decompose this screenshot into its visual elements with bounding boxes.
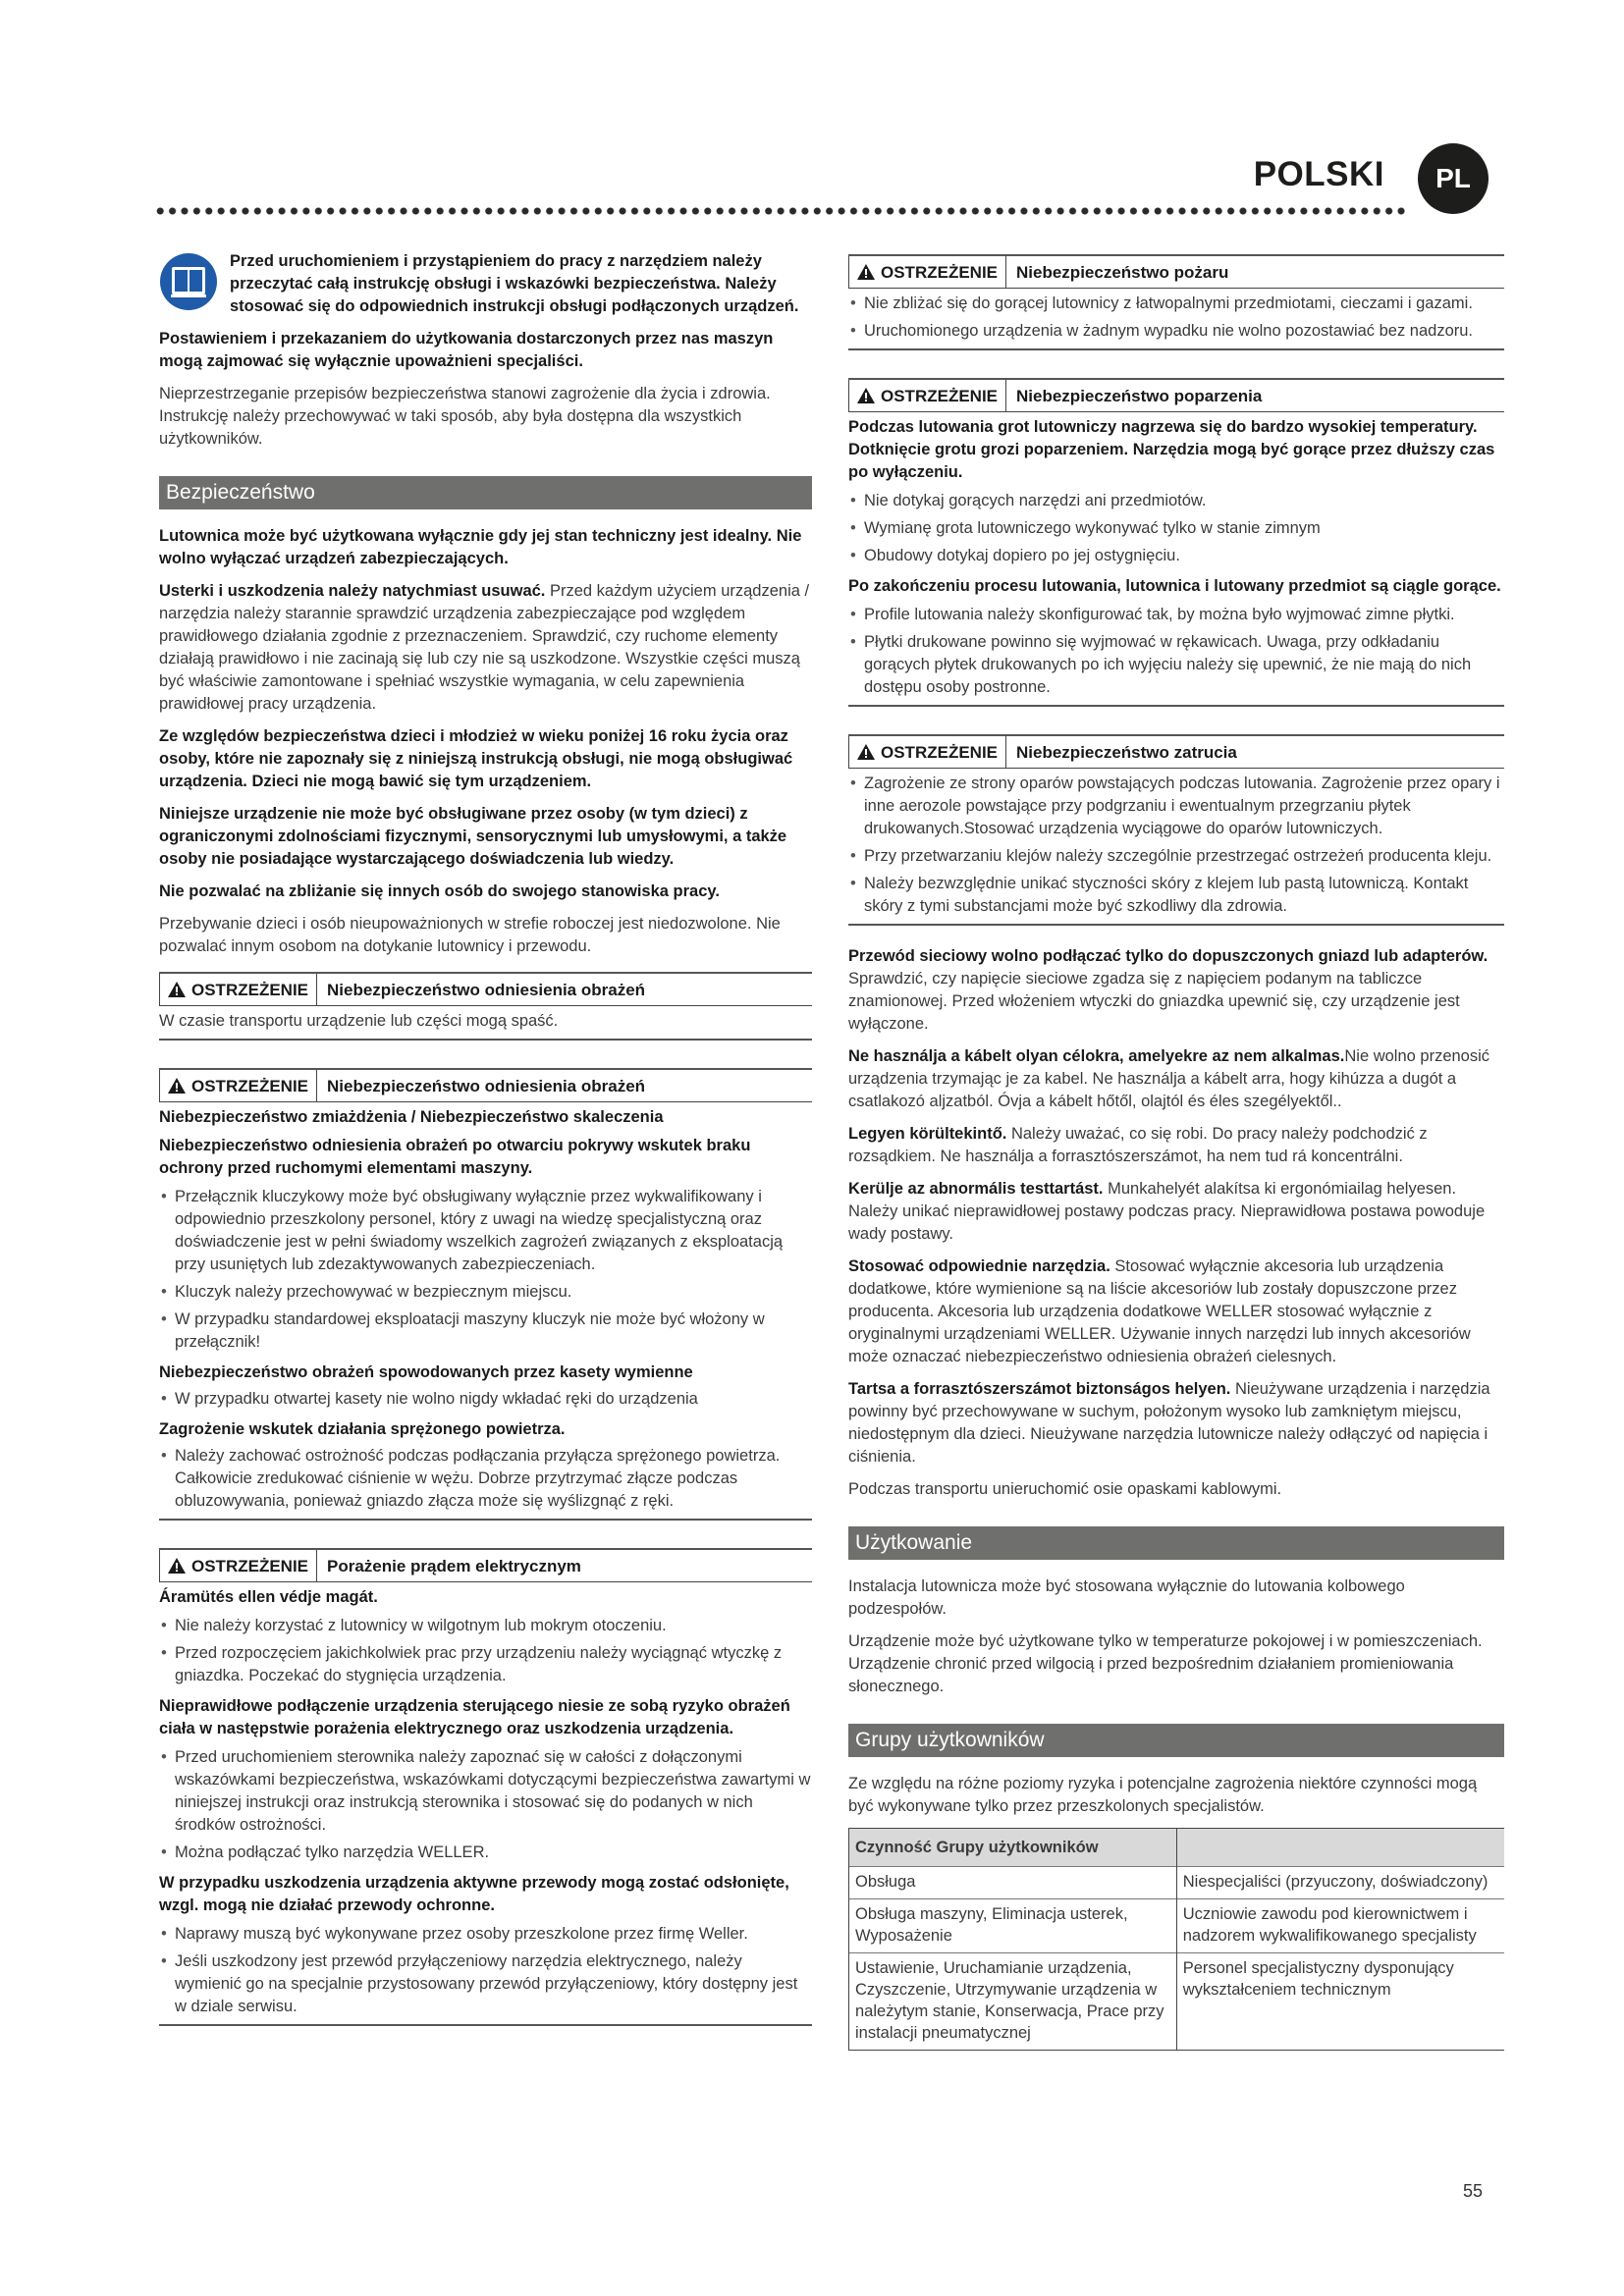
table-header-row bbox=[849, 1829, 1505, 1867]
list-item: • Przed uruchomieniem sterownika należy zapoznać się w całości z dołączonymi wskazówkami bezpieczeństwa, wskazówkami dotyczącymi bezpieczeństwa zawartymi w niniejszej instrukcji oraz instrukcją sterownika i stosować się do podanych w nich środków ostrożności. bbox=[159, 1746, 812, 1837]
warning-title: Niebezpieczeństwo poparzenia bbox=[1016, 386, 1263, 405]
warning-subheading: Zagrożenie wskutek działania sprężonego powietrza. bbox=[159, 1420, 566, 1438]
warning-triangle-icon bbox=[168, 1078, 186, 1094]
warning-label bbox=[848, 380, 1006, 411]
table-row bbox=[849, 1953, 1505, 2051]
note-bold: Przewód sieciowy wolno podłączać tylko do dopuszczonych gniazd lub adapterów. bbox=[848, 947, 1489, 965]
note-rest: Nieużywane urządzenia i narzędzia powinny być przechowywane w suchym, położonym wysoko lub zamkniętym miejscu, niedostępnym dla dzieci. Nieużywane narzędzia lutownicze należy odłączyć od napięcia i ciśnienia. bbox=[848, 1380, 1490, 1466]
table-header-cell: Czynność Grupy użytkowników bbox=[849, 1829, 1177, 1867]
warning-box-burn bbox=[848, 378, 1504, 707]
list-item: • Nie dotykaj gorących narzędzi ani przedmiotów. bbox=[848, 490, 1504, 512]
table-row bbox=[849, 1867, 1505, 1899]
list-item: • Przed rozpoczęciem jakichkolwiek prac przy urządzeniu należy wyciągnąć wtyczkę z gniazdka. Poczekać do stygnięcia urządzenia. bbox=[159, 1642, 812, 1687]
warning-subheading: Nieprawidłowe podłączenie urządzenia sterującego niesie ze sobą ryzyko obrażeń ciała w następstwie porażenia elektrycznego oraz uszkodzenia urządzenia. bbox=[159, 1697, 790, 1737]
warning-subheading: Niebezpieczeństwo obrażeń spowodowanych przez kasety wymienne bbox=[159, 1363, 693, 1381]
warning-text: W czasie transportu urządzenie lub części mogą spaść. bbox=[159, 1012, 559, 1030]
warning-end-rule bbox=[159, 2024, 812, 2026]
note-storage bbox=[848, 1378, 1504, 1468]
list-item: • Wymianę grota lutowniczego wykonywać tylko w stanie zimnym bbox=[848, 517, 1504, 540]
note-bold: Kerülje az abnormális testtartást. bbox=[848, 1180, 1104, 1198]
warning-label-text: OSTRZEŻENIE bbox=[881, 386, 999, 405]
table-cell-group: Personel specjalistyczny dysponujący wykształceniem technicznym bbox=[1176, 1953, 1504, 2051]
warning-box-fire bbox=[848, 254, 1504, 350]
list-item: • Należy bezwzględnie unikać styczności skóry z klejem lub pastą lutowniczą. Kontakt skóry z tymi substancjami może być szkodliwy dla zdrowia. bbox=[848, 873, 1504, 918]
safety-defects-bold: Usterki i uszkodzenia należy natychmiast usuwać. bbox=[159, 582, 546, 600]
warning-label-text: OSTRZEŻENIE bbox=[881, 742, 999, 762]
warning-subheading: W przypadku uszkodzenia urządzenia aktywne przewody mogą zostać odsłonięte, wzgl. mogą nie działać przewody ochronne. bbox=[159, 1874, 789, 1914]
user-groups-table bbox=[848, 1828, 1504, 2051]
warning-title: Niebezpieczeństwo odniesienia obrażeń bbox=[327, 980, 646, 999]
list-item: • Profile lutowania należy skonfigurować tak, by można było wyjmować zimne płytki. bbox=[848, 604, 1504, 626]
warning-label bbox=[159, 1550, 317, 1581]
section-heading-user-groups: Grupy użytkowników bbox=[848, 1724, 1504, 1757]
list-item: • Nie należy korzystać z lutownicy w wilgotnym lub mokrym otoczeniu. bbox=[159, 1615, 812, 1637]
list-item: • Uruchomionego urządzenia w żadnym wypadku nie wolno pozostawiać bez nadzoru. bbox=[848, 320, 1504, 343]
table-cell-activity: Obsługa bbox=[849, 1867, 1177, 1899]
note-power-cord bbox=[848, 945, 1504, 1036]
note-rest: Należy uważać, co się robi. Do pracy należy podchodzić z rozsądkiem. Ne használja a forrasztószerszámot, ha nem tud rá koncentrálni. bbox=[848, 1125, 1428, 1165]
list-item: • Przełącznik kluczykowy może być obsługiwany wyłącznie przez wykwalifikowany i odpowiednio przeszkolony personel, który z uwagi na wiedzę specjalistyczną oraz doświadczenie jest w pełni świadomy wszelkich zagrożeń związanych z eksploatacją przy usuniętych lub zdezaktywowanych zabezpieczeniach. bbox=[159, 1186, 812, 1276]
note-bold: Legyen körültekintő. bbox=[848, 1125, 1007, 1143]
warning-bar bbox=[848, 736, 1504, 769]
warning-label bbox=[159, 974, 317, 1005]
table-cell-activity: Ustawienie, Uruchamianie urządzenia, Czyszczenie, Utrzymywanie urządzenia w należytym stanie, Konserwacja, Prace przy instalacji pneumatycznej bbox=[849, 1953, 1177, 2051]
table-row bbox=[849, 1899, 1505, 1953]
safety-limited-persons: Niniejsze urządzenie nie może być obsługiwane przez osoby (w tym dzieci) z ograniczonymi zdolnościami fizycznymi, sensorycznymi lub umysłowymi, a także osoby nie posiadające wystarczającego doświadczenia lub wiedzy. bbox=[159, 805, 787, 868]
safety-workstation: Nie pozwalać na zbliżanie się innych osób do swojego stanowiska pracy. bbox=[159, 882, 720, 900]
safety-children: Ze względów bezpieczeństwa dzieci i młodzież w wieku poniżej 16 roku życia oraz osoby, które nie zapoznały się z niniejszą instrukcją obsługi, nie mogą obsługiwać urządzenia. Dzieci nie mogą bawić się tym urządzeniem. bbox=[159, 727, 793, 790]
warning-end-rule bbox=[848, 705, 1504, 707]
list-item: • Obudowy dotykaj dopiero po jej ostygnięciu. bbox=[848, 545, 1504, 567]
warning-box-transport bbox=[159, 972, 812, 1041]
warning-list bbox=[848, 490, 1504, 567]
note-rest: Sprawdzić, czy napięcie sieciowe zgadza się z napięciem podanym na tabliczce znamionowej. Przed włożeniem wtyczki do gniazdka upewnić się, czy urządzenie jest wyłączone. bbox=[848, 970, 1460, 1033]
warning-label-text: OSTRZEŻENIE bbox=[191, 1556, 309, 1575]
warning-subheading: Niebezpieczeństwo odniesienia obrażeń po otwarciu pokrywy wskutek braku ochrony przed ruchomymi elementami maszyny. bbox=[159, 1137, 751, 1177]
warning-label-text: OSTRZEŻENIE bbox=[191, 980, 309, 999]
usage-text: Instalacja lutownicza może być stosowana wyłącznie do lutowania kolbowego podzespołów. bbox=[848, 1577, 1405, 1618]
warning-list bbox=[159, 1746, 812, 1864]
intro-instructions: Przed uruchomieniem i przystąpieniem do pracy z narzędziem należy przeczytać całą instrukcję obsługi i wskazówki bezpieczeństwa. Należy stosować się do odpowiednich instrukcji obsługi podłączonych urządzeń. bbox=[230, 252, 799, 315]
note-rest: Munkahelyét alakítsa ki ergonómiailag helyesen. Należy unikać nieprawidłowej postawy podczas pracy. Nieprawidłowa postawa powoduje wady postawy. bbox=[848, 1180, 1486, 1243]
warning-label-text: OSTRZEŻENIE bbox=[191, 1076, 309, 1095]
right-column bbox=[848, 250, 1504, 2051]
left-column bbox=[159, 250, 812, 2026]
list-item: • Należy zachować ostrożność podczas podłączania przyłącza sprężonego powietrza. Całkowicie zredukować ciśnienie w wężu. Dobrze przytrzymać złącze podczas obluzowywania, ponieważ gniazdo złącza może się wyślizgnąć z ręki. bbox=[159, 1445, 812, 1513]
warning-list bbox=[159, 1445, 812, 1513]
intro-specialists: Postawieniem i przekazaniem do użytkowania dostarczonych przez nas maszyn mogą zajmować się wyłącznie upoważnieni specjaliści. bbox=[159, 330, 774, 370]
usage-text: Urządzenie może być użytkowane tylko w temperaturze pokojowej i w pomieszczeniach. Urządzenie chronić przed wilgocią i przed bezpośrednim działaniem promieniowania słonecznego. bbox=[848, 1632, 1483, 1695]
language-badge: PL bbox=[1418, 143, 1489, 214]
warning-box-injury bbox=[159, 1068, 812, 1521]
warning-label bbox=[159, 1070, 317, 1101]
list-item: • Płytki drukowane powinno się wyjmować w rękawicach. Uwaga, przy odkładaniu gorących płytek drukowanych po ich wyjęciu należy się upewnić, że nie mają do nich dostępu osoby postronne. bbox=[848, 631, 1504, 699]
list-item: • W przypadku standardowej eksploatacji maszyny kluczyk nie może być włożony w przełącznik! bbox=[159, 1308, 812, 1354]
note-posture bbox=[848, 1178, 1504, 1246]
warning-end-rule bbox=[159, 1039, 812, 1041]
list-item: • W przypadku otwartej kasety nie wolno nigdy wkładać ręki do urządzenia bbox=[159, 1388, 812, 1411]
safety-defects-rest: Przed każdym użyciem urządzenia / narzędzia należy starannie sprawdzić urządzenia zabezpieczające pod względem prawidłowego działania zgodnie z przeznaczeniem. Sprawdzić, czy ruchome elementy działają prawidłowo i nie zacinają się lub czy nie są uszkodzone. Wszystkie części muszą być właściwie zamontowane i spełniać wszystkie wymagania, w celu zapewnienia prawidłowej pracy urządzenia. bbox=[159, 582, 810, 713]
warning-subheading: Áramütés ellen védje magát. bbox=[159, 1588, 378, 1606]
note-bold: Stosować odpowiednie narzędzia. bbox=[848, 1257, 1110, 1275]
list-item: • Przy przetwarzaniu klejów należy szczególnie przestrzegać ostrzeżeń producenta kleju. bbox=[848, 845, 1504, 868]
safety-notes bbox=[848, 945, 1504, 1501]
note-rest: Nie wolno przenosić urządzenia trzymając je za kabel. Ne használja a kábelt arra, hogy kihúzza a dugót a csatlakozó aljzatból. Óvja a kábelt hőtől, olajtól és éles szegélyektől.. bbox=[848, 1047, 1490, 1110]
note-cable-use bbox=[848, 1045, 1504, 1113]
note-rest: Stosować wyłącznie akcesoria lub urządzenia dodatkowe, które wymienione są na liście akcesoriów lub zostały dopuszczone przez producenta. Akcesoria lub urządzenia dodatkowe WELLER stosować wyłącznie z oryginalnymi urządzeniami WELLER. Używanie innych narzędzi lub innych akcesoriów może oznaczać niebezpieczeństwo odniesienia obrażeń cielesnych. bbox=[848, 1257, 1471, 1365]
warning-title: Niebezpieczeństwo odniesienia obrażeń bbox=[327, 1076, 646, 1095]
warning-triangle-icon bbox=[857, 264, 875, 280]
warning-bar bbox=[159, 1550, 812, 1582]
warning-triangle-icon bbox=[857, 744, 875, 760]
warning-list bbox=[159, 1388, 812, 1411]
warning-list bbox=[848, 293, 1504, 343]
note-tools bbox=[848, 1255, 1504, 1368]
safety-defects bbox=[159, 580, 812, 716]
warning-triangle-icon bbox=[168, 982, 186, 997]
warning-subheading: Po zakończeniu procesu lutowania, lutownica i lutowany przedmiot są ciągle gorące. bbox=[848, 577, 1501, 595]
warning-list bbox=[159, 1186, 812, 1354]
warning-title: Niebezpieczeństwo zatrucia bbox=[1016, 742, 1237, 762]
warning-box-electric bbox=[159, 1548, 812, 2026]
table-cell-group: Uczniowie zawodu pod kierownictwem i nadzorem wykwalifikowanego specjalisty bbox=[1176, 1899, 1504, 1953]
note-bold: Tartsa a forrasztószerszámot biztonságos helyen. bbox=[848, 1380, 1231, 1398]
safety-work-area: Przebywanie dzieci i osób nieupoważnionych w strefie roboczej jest niedozwolone. Nie pozwalać innym osobom na dotykanie lutownicy i przewodu. bbox=[159, 915, 781, 955]
user-groups-text: Ze względu na różne poziomy ryzyka i potencjalne zagrożenia niektóre czynności mogą być wykonywane tylko przez przeszkolonych specjalistów. bbox=[848, 1775, 1478, 1815]
list-item: • Jeśli uszkodzony jest przewód przyłączeniowy narzędzia elektrycznego, należy wymienić go na specjalnie przystosowany przewód przyłączeniowy, który dostępny jest w dziale serwisu. bbox=[159, 1950, 812, 2018]
warning-list bbox=[159, 1615, 812, 1687]
note-bold: Ne használja a kábelt olyan célokra, amelyekre az nem alkalmas. bbox=[848, 1047, 1345, 1065]
list-item: • Nie zbliżać się do gorącej lutownicy z łatwopalnymi przedmiotami, cieczami i gazami. bbox=[848, 293, 1504, 315]
table-cell-group: Niespecjaliści (przyuczony, doświadczony) bbox=[1176, 1867, 1504, 1899]
warning-bar bbox=[848, 256, 1504, 289]
warning-list bbox=[159, 1923, 812, 2018]
section-heading-usage: Użytkowanie bbox=[848, 1526, 1504, 1560]
list-item: • Kluczyk należy przechowywać w bezpiecznym miejscu. bbox=[159, 1281, 812, 1304]
language-title: POLSKI bbox=[1253, 155, 1384, 193]
table-cell-activity: Obsługa maszyny, Eliminacja usterek, Wyposażenie bbox=[849, 1899, 1177, 1953]
note-transport: Podczas transportu unieruchomić osie opaskami kablowymi. bbox=[848, 1480, 1282, 1498]
note-careful bbox=[848, 1123, 1504, 1168]
page-number: 55 bbox=[1463, 2181, 1484, 2201]
warning-box-poison bbox=[848, 734, 1504, 926]
warning-list bbox=[848, 604, 1504, 699]
warning-title: Niebezpieczeństwo pożaru bbox=[1016, 262, 1229, 282]
warning-end-rule bbox=[848, 924, 1504, 926]
warning-triangle-icon bbox=[168, 1558, 186, 1574]
warning-bar bbox=[159, 1070, 812, 1102]
warning-triangle-icon bbox=[857, 388, 875, 403]
intro-block bbox=[159, 250, 812, 451]
warning-bar bbox=[848, 380, 1504, 412]
warning-subheading: Niebezpieczeństwo zmiażdżenia / Niebezpieczeństwo skaleczenia bbox=[159, 1108, 664, 1126]
warning-list bbox=[848, 773, 1504, 918]
section-heading-safety: Bezpieczeństwo bbox=[159, 476, 812, 509]
table-header-cell-empty bbox=[1176, 1829, 1504, 1867]
safety-condition: Lutownica może być użytkowana wyłącznie gdy jej stan techniczny jest idealny. Nie wolno wyłączać urządzeń zabezpieczających. bbox=[159, 527, 802, 567]
warning-label bbox=[848, 256, 1006, 288]
warning-end-rule bbox=[159, 1519, 812, 1521]
warning-subheading: Podczas lutowania grot lutowniczy nagrzewa się do bardzo wysokiej temperatury. Dotknięcie grotu grozi poparzeniem. Narzędzia mogą być gorące przez dłuższy czas po wyłączeniu. bbox=[848, 418, 1495, 481]
warning-bar bbox=[159, 974, 812, 1006]
warning-title: Porażenie prądem elektrycznym bbox=[327, 1556, 581, 1575]
list-item: • Można podłączać tylko narzędzia WELLER. bbox=[159, 1842, 812, 1864]
dotted-separator bbox=[154, 205, 1407, 217]
list-item: • Zagrożenie ze strony oparów powstających podczas lutowania. Zagrożenie przez opary i inne aerozole powstające przy podgrzaniu i ewentualnym przegrzaniu płytek drukowanych.Stosować urządzenia wyciągowe do oparów lutowniczych. bbox=[848, 773, 1504, 840]
list-item: • Naprawy muszą być wykonywane przez osoby przeszkolone przez firmę Weller. bbox=[159, 1923, 812, 1946]
warning-label-text: OSTRZEŻENIE bbox=[881, 262, 999, 282]
warning-end-rule bbox=[848, 348, 1504, 350]
intro-warning-text: Nieprzestrzeganie przepisów bezpieczeństwa stanowi zagrożenie dla życia i zdrowia. Instrukcję należy przechowywać w taki sposób, aby była dostępna dla wszystkich użytkowników. bbox=[159, 385, 771, 448]
manual-book-icon bbox=[159, 252, 218, 311]
warning-label bbox=[848, 736, 1006, 768]
